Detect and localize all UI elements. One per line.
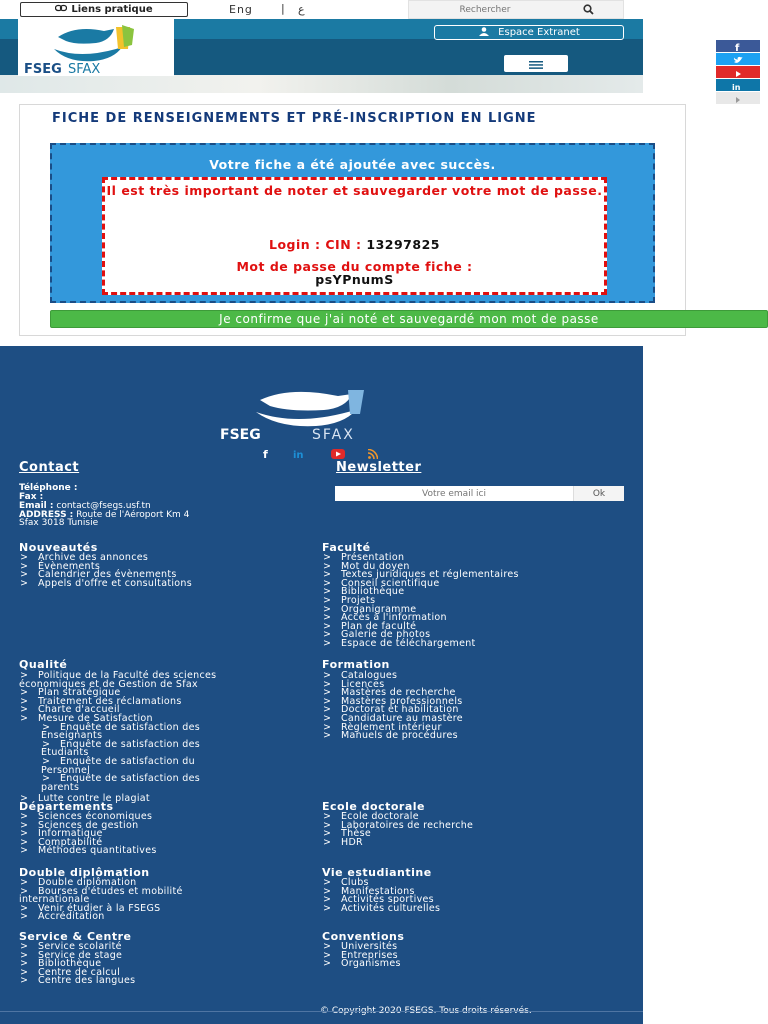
footer-link[interactable]: > Organigramme bbox=[322, 606, 637, 615]
footer-link[interactable]: > Informatique bbox=[19, 830, 319, 839]
contact-phone: Téléphone : bbox=[19, 483, 78, 493]
faculte-heading: Faculté bbox=[322, 541, 371, 554]
footer-link[interactable]: > Sciences de gestion bbox=[19, 822, 319, 831]
footer-sub-link[interactable]: > Enquête de satisfaction des Enseignants bbox=[19, 724, 319, 741]
nouveautes-heading: Nouveautés bbox=[19, 541, 98, 554]
login-value: 13297825 bbox=[366, 237, 440, 252]
search-icon bbox=[583, 0, 594, 19]
password-value: psYPnumS bbox=[315, 272, 394, 287]
footer-sub-link[interactable]: > Enquête de satisfaction des Etudiants bbox=[19, 741, 319, 758]
success-panel bbox=[50, 143, 655, 303]
site-header bbox=[0, 19, 643, 93]
footer-link[interactable]: > HDR bbox=[322, 839, 637, 848]
liens-pratique-label: Liens pratique bbox=[71, 4, 153, 15]
contact-email-link[interactable]: contact@fsegs.usf.tn bbox=[56, 501, 151, 511]
contact-address-line-2: Sfax 3018 Tunisie bbox=[19, 518, 99, 528]
footer-link[interactable]: > Projets bbox=[322, 597, 637, 606]
side-social-bar bbox=[716, 40, 760, 105]
contact-email: Email : contact@fsegs.usf.tn bbox=[19, 501, 151, 511]
password-label: Mot de passe du compte fiche : bbox=[236, 259, 473, 274]
footer-logo-text-light: SFAX bbox=[312, 427, 355, 440]
liens-pratique-button[interactable] bbox=[20, 2, 188, 17]
warning-message: Il est très important de noter et sauvegarder votre mot de passe. bbox=[106, 183, 603, 198]
footer-link[interactable]: > Candidature au mastère bbox=[322, 715, 637, 724]
footer-link[interactable]: > Catalogues bbox=[322, 672, 637, 681]
credentials-panel bbox=[102, 177, 607, 295]
footer-link[interactable]: > Entreprises bbox=[322, 952, 637, 961]
footer-link[interactable]: > Mot du doyen bbox=[322, 563, 637, 572]
footer-link[interactable]: > Centre des langues bbox=[19, 977, 319, 986]
service-centre-list bbox=[19, 943, 319, 986]
footer-link[interactable]: > Politique de la Faculté des sciences économiques et de Gestion de Sfax bbox=[19, 672, 319, 689]
footer-link[interactable]: > Évènements bbox=[19, 563, 319, 572]
contact-heading: Contact bbox=[19, 460, 80, 475]
conventions-heading: Conventions bbox=[322, 930, 405, 943]
svg-text:in: in bbox=[293, 449, 304, 459]
footer-link[interactable]: > Lutte contre le plagiat bbox=[19, 795, 319, 804]
faculte-list bbox=[322, 554, 637, 649]
footer-link[interactable]: > Manifestations bbox=[322, 888, 637, 897]
user-icon bbox=[478, 27, 490, 39]
page-title: FICHE DE RENSEIGNEMENTS ET PRÉ-INSCRIPTION EN LIGNE bbox=[52, 111, 537, 126]
footer-link[interactable]: > Mastères de recherche bbox=[322, 689, 637, 698]
footer-link[interactable]: > Doctorat et habilitation bbox=[322, 706, 637, 715]
footer-link[interactable]: > Bourses d'études et mobilité internationale bbox=[19, 888, 319, 905]
facebook-icon[interactable] bbox=[262, 444, 270, 463]
login-label: Login : CIN : bbox=[269, 237, 362, 252]
password-line bbox=[105, 260, 604, 286]
departements-heading: Départements bbox=[19, 800, 114, 813]
menu-toggle-button[interactable] bbox=[504, 55, 568, 72]
footer-link[interactable]: > Calendrier des évènements bbox=[19, 571, 319, 580]
footer-link[interactable]: > Textes juridiques et réglementaires bbox=[322, 571, 637, 580]
lang-separator: | bbox=[281, 2, 285, 15]
footer-link[interactable]: > Ecole doctorale bbox=[322, 813, 637, 822]
footer-link[interactable]: > Universités bbox=[322, 943, 637, 952]
footer-link[interactable]: > Organismes bbox=[322, 960, 637, 969]
ecole-doctorale-heading: Ecole doctorale bbox=[322, 800, 425, 813]
formation-list bbox=[322, 672, 637, 741]
footer-social-links bbox=[250, 446, 390, 460]
formation-heading: Formation bbox=[322, 658, 390, 671]
ecole-doctorale-list bbox=[322, 813, 637, 847]
footer-link[interactable]: > Galerie de photos bbox=[322, 631, 637, 640]
arrow-right-icon bbox=[734, 89, 742, 108]
footer-link[interactable]: > Conseil scientifique bbox=[322, 580, 637, 589]
logo-text: FSEG bbox=[24, 62, 62, 76]
footer-link[interactable]: > Plan de faculté bbox=[322, 623, 637, 632]
linkedin-icon[interactable] bbox=[293, 444, 307, 463]
site-logo[interactable] bbox=[18, 19, 174, 76]
footer-link[interactable]: > Licences bbox=[322, 681, 637, 690]
contact-address: ADDRESS : Route de l'Aéroport Km 4 bbox=[19, 510, 190, 520]
footer-sub-link[interactable]: > Enquête de satisfaction du Personnel bbox=[19, 758, 319, 775]
hamburger-icon bbox=[529, 54, 543, 73]
footer-link[interactable]: > Activités culturelles bbox=[322, 905, 637, 914]
espace-extranet-button[interactable] bbox=[434, 25, 624, 40]
footer-link[interactable]: > Mesure de Satisfaction bbox=[19, 715, 319, 724]
footer-link[interactable]: > Venir étudier à la FSEGS bbox=[19, 905, 319, 914]
footer-link[interactable]: > Double diplômation bbox=[19, 879, 319, 888]
footer-link[interactable]: > Bibliothèque bbox=[19, 960, 319, 969]
registration-card bbox=[19, 104, 686, 336]
footer-link[interactable]: > Accès à l'information bbox=[322, 614, 637, 623]
lang-arabic-link[interactable]: ع bbox=[298, 3, 305, 16]
footer-link[interactable]: > Bibliothèque bbox=[322, 588, 637, 597]
espace-extranet-label: Espace Extranet bbox=[498, 27, 580, 38]
footer-link[interactable]: > Clubs bbox=[322, 879, 637, 888]
footer-bottom-strip bbox=[0, 1011, 643, 1024]
footer-link[interactable]: > Traitement des réclamations bbox=[19, 698, 319, 707]
footer-link[interactable]: > Mastères professionnels bbox=[322, 698, 637, 707]
footer-link[interactable]: > Méthodes quantitatives bbox=[19, 847, 319, 856]
footer-logo[interactable] bbox=[220, 386, 420, 440]
service-centre-heading: Service & Centre bbox=[19, 930, 132, 943]
header-banner-image bbox=[0, 75, 643, 93]
footer-link[interactable]: > Archive des annonces bbox=[19, 554, 319, 563]
svg-text:f: f bbox=[735, 42, 740, 52]
svg-text:in: in bbox=[732, 82, 741, 91]
top-bar bbox=[0, 0, 768, 19]
link-icon bbox=[55, 4, 67, 15]
copyright-text: © Copyright 2020 FSEGS. Tous droits réservés. bbox=[320, 1006, 532, 1016]
footer-link[interactable]: > Activités sportives bbox=[322, 896, 637, 905]
vie-estudiantine-heading: Vie estudiantine bbox=[322, 866, 432, 879]
footer-link[interactable]: > Manuels de procédures bbox=[322, 732, 637, 741]
search-input[interactable] bbox=[409, 1, 561, 18]
footer-link[interactable]: > Sciences économiques bbox=[19, 813, 319, 822]
footer-link[interactable]: > Règlement intérieur bbox=[322, 724, 637, 733]
nouveautes-list bbox=[19, 554, 319, 588]
double-diplomation-list bbox=[19, 879, 319, 922]
site-footer bbox=[0, 346, 643, 1024]
departements-list bbox=[19, 813, 319, 856]
share-more-button[interactable] bbox=[716, 92, 760, 104]
footer-link[interactable]: > Appels d'offre et consultations bbox=[19, 580, 319, 589]
footer-link[interactable]: > Comptabilité bbox=[19, 839, 319, 848]
footer-link[interactable]: > Charte d'accueil bbox=[19, 706, 319, 715]
newsletter-form bbox=[335, 486, 624, 501]
logo-text-light: SFAX bbox=[68, 62, 101, 76]
newsletter-email-input[interactable] bbox=[335, 486, 573, 501]
footer-link[interactable]: > Service de stage bbox=[19, 952, 319, 961]
footer-link[interactable]: > Thèse bbox=[322, 830, 637, 839]
footer-logo-text: FSEG bbox=[220, 427, 261, 440]
success-message: Votre fiche a été ajoutée avec succès. bbox=[209, 157, 496, 172]
footer-link[interactable]: > Présentation bbox=[322, 554, 637, 563]
svg-text:f: f bbox=[262, 447, 268, 459]
footer-link[interactable]: > Laboratoires de recherche bbox=[322, 822, 637, 831]
contact-fax: Fax : bbox=[19, 492, 44, 502]
newsletter-heading: Newsletter bbox=[336, 460, 422, 475]
lang-english-link[interactable]: Eng bbox=[229, 3, 253, 16]
footer-link[interactable]: > Espace de téléchargement bbox=[322, 640, 637, 649]
vie-estudiantine-list bbox=[322, 879, 637, 913]
qualite-heading: Qualité bbox=[19, 658, 68, 671]
conventions-list bbox=[322, 943, 637, 969]
confirm-password-saved-button[interactable]: Je confirme que j'ai noté et sauvegardé mon mot de passe bbox=[50, 310, 768, 328]
footer-link[interactable]: > Accréditation bbox=[19, 913, 319, 922]
footer-link[interactable]: > Plan stratégique bbox=[19, 689, 319, 698]
footer-link[interactable]: > Centre de calcul bbox=[19, 969, 319, 978]
qualite-list bbox=[19, 672, 319, 804]
search-button[interactable] bbox=[560, 1, 616, 17]
double-diplomation-heading: Double diplômation bbox=[19, 866, 150, 879]
footer-link[interactable]: > Service scolarité bbox=[19, 943, 319, 952]
footer-sub-link[interactable]: > Enquête de satisfaction des parents bbox=[19, 775, 319, 792]
login-line bbox=[105, 237, 604, 252]
newsletter-submit-button[interactable]: Ok bbox=[573, 486, 624, 501]
